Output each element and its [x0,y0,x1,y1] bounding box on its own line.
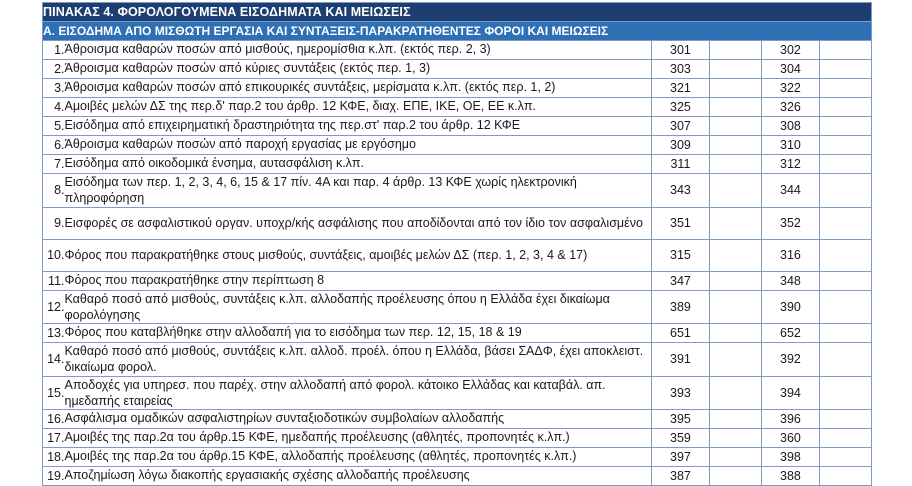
row-number: 6. [43,136,65,155]
row-code-primary[interactable]: 351 [651,207,709,239]
table-row [43,98,872,117]
row-code-secondary[interactable]: 390 [761,290,819,324]
row-value-primary[interactable] [709,60,761,79]
row-description: Φόρος που παρακρατήθηκε στην περίπτωση 8 [65,271,652,290]
row-number: 19. [43,467,65,486]
table-row [43,410,872,429]
row-code-primary[interactable]: 391 [651,343,709,377]
row-number: 7. [43,155,65,174]
tax-table [42,2,872,486]
row-number: 8. [43,174,65,208]
row-code-secondary[interactable]: 394 [761,376,819,410]
row-value-secondary[interactable] [819,376,871,410]
table-title-row [43,3,872,22]
row-description: Άθροισμα καθαρών ποσών από επικουρικές συντάξεις, μερίσματα κ.λπ. (εκτός περ. 1, 2) [65,79,652,98]
table-row [43,239,872,271]
row-code-secondary[interactable]: 304 [761,60,819,79]
row-value-primary[interactable] [709,98,761,117]
row-value-primary[interactable] [709,271,761,290]
row-value-secondary[interactable] [819,448,871,467]
row-value-primary[interactable] [709,467,761,486]
row-value-primary[interactable] [709,343,761,377]
row-value-primary[interactable] [709,290,761,324]
table-row [43,117,872,136]
row-code-primary[interactable]: 311 [651,155,709,174]
row-number: 2. [43,60,65,79]
row-value-secondary[interactable] [819,343,871,377]
row-value-primary[interactable] [709,376,761,410]
row-description: Αμοιβές της παρ.2α του άρθρ.15 ΚΦΕ, αλλοδαπής προέλευσης (αθλητές, προπονητές κ.λπ.) [65,448,652,467]
row-description: Ασφάλισμα ομαδικών ασφαλιστηρίων συνταξιοδοτικών συμβολαίων αλλοδαπής [65,410,652,429]
row-number: 14. [43,343,65,377]
row-code-primary[interactable]: 309 [651,136,709,155]
row-code-secondary[interactable]: 316 [761,239,819,271]
table-section-row [43,22,872,41]
row-code-secondary[interactable]: 388 [761,467,819,486]
table-row [43,290,872,324]
row-value-secondary[interactable] [819,98,871,117]
row-description: Φόρος που καταβλήθηκε στην αλλοδαπή για το εισόδημα των περ. 12, 15, 18 & 19 [65,324,652,343]
row-value-primary[interactable] [709,136,761,155]
table-row [43,324,872,343]
row-value-secondary[interactable] [819,467,871,486]
table-row [43,155,872,174]
row-code-primary[interactable]: 301 [651,41,709,60]
table-row [43,207,872,239]
table-row [43,448,872,467]
table-row [43,41,872,60]
row-number: 11. [43,271,65,290]
table-title: ΠΙΝΑΚΑΣ 4. ΦΟΡΟΛΟΓΟΥΜΕΝΑ ΕΙΣΟΔΗΜΑΤΑ ΚΑΙ ΜΕΙΩΣΕΙΣ [43,3,872,22]
row-code-primary[interactable]: 343 [651,174,709,208]
row-value-primary[interactable] [709,155,761,174]
row-code-secondary[interactable]: 360 [761,429,819,448]
row-value-secondary[interactable] [819,117,871,136]
row-code-primary[interactable]: 387 [651,467,709,486]
row-code-secondary[interactable]: 352 [761,207,819,239]
table-row [43,174,872,208]
row-value-secondary[interactable] [819,136,871,155]
row-description: Άθροισμα καθαρών ποσών από μισθούς, ημερομίσθια κ.λπ. (εκτός περ. 2, 3) [65,41,652,60]
row-description: Άθροισμα καθαρών ποσών από κύριες συντάξεις (εκτός περ. 1, 3) [65,60,652,79]
table-row [43,429,872,448]
row-code-primary[interactable]: 307 [651,117,709,136]
row-description: Αμοιβές της παρ.2α του άρθρ.15 ΚΦΕ, ημεδαπής προέλευσης (αθλητές, προπονητές κ.λπ.) [65,429,652,448]
table-row [43,60,872,79]
row-code-secondary[interactable]: 398 [761,448,819,467]
row-value-primary[interactable] [709,429,761,448]
row-value-secondary[interactable] [819,41,871,60]
row-description: Καθαρό ποσό από μισθούς, συντάξεις κ.λπ. αλλοδ. προέλ. όπου η Ελλάδα, βάσει ΣΑΔΦ, έχει αποκλειστ. δικαίωμα φορολ. [65,343,652,377]
row-number: 10. [43,239,65,271]
tax-table-container [42,2,902,486]
row-number: 18. [43,448,65,467]
row-description: Άθροισμα καθαρών ποσών από παροχή εργασίας με εργόσημο [65,136,652,155]
row-value-secondary[interactable] [819,429,871,448]
row-value-secondary[interactable] [819,207,871,239]
row-number: 13. [43,324,65,343]
row-number: 4. [43,98,65,117]
row-number: 17. [43,429,65,448]
row-code-secondary[interactable]: 344 [761,174,819,208]
row-number: 12. [43,290,65,324]
row-code-primary[interactable]: 325 [651,98,709,117]
row-value-secondary[interactable] [819,271,871,290]
row-description: Εισφορές σε ασφαλιστικού οργαν. υποχρ/κής ασφάλισης που αποδίδονται από τον ίδιο τον ασφαλισμένο [65,207,652,239]
row-code-secondary[interactable]: 396 [761,410,819,429]
table-section-title: Α. ΕΙΣΟΔΗΜΑ ΑΠΟ ΜΙΣΘΩΤΗ ΕΡΓΑΣΙΑ ΚΑΙ ΣΥΝΤΑΞΕΙΣ-ΠΑΡΑΚΡΑΤΗΘΕΝΤΕΣ ΦΟΡΟΙ ΚΑΙ ΜΕΙΩΣΕΙΣ [43,22,872,41]
row-value-secondary[interactable] [819,324,871,343]
row-value-primary[interactable] [709,239,761,271]
row-code-primary[interactable]: 651 [651,324,709,343]
row-description: Καθαρό ποσό από μισθούς, συντάξεις κ.λπ. αλλοδαπής προέλευσης όπου η Ελλάδα έχει δικαίωμα φορολόγησης [65,290,652,324]
table-row [43,136,872,155]
row-number: 5. [43,117,65,136]
row-code-secondary[interactable]: 326 [761,98,819,117]
row-code-secondary[interactable]: 348 [761,271,819,290]
row-value-secondary[interactable] [819,155,871,174]
row-description: Εισόδημα από επιχειρηματική δραστηριότητα της περ.στ' παρ.2 του άρθρ. 12 ΚΦΕ [65,117,652,136]
row-value-secondary[interactable] [819,239,871,271]
row-code-primary[interactable]: 359 [651,429,709,448]
row-number: 16. [43,410,65,429]
row-code-primary[interactable]: 321 [651,79,709,98]
row-code-secondary[interactable]: 310 [761,136,819,155]
row-code-secondary[interactable]: 308 [761,117,819,136]
row-code-secondary[interactable]: 312 [761,155,819,174]
page-left-margin [0,0,42,462]
row-code-secondary[interactable]: 322 [761,79,819,98]
row-code-primary[interactable]: 303 [651,60,709,79]
row-code-secondary[interactable]: 392 [761,343,819,377]
row-value-primary[interactable] [709,448,761,467]
row-code-primary[interactable]: 395 [651,410,709,429]
row-value-primary[interactable] [709,117,761,136]
row-description: Αποζημίωση λόγω διακοπής εργασιακής σχέσης αλλοδαπής προέλευσης [65,467,652,486]
table-row [43,376,872,410]
row-description: Εισόδημα των περ. 1, 2, 3, 4, 6, 15 & 17 πίν. 4Α και παρ. 4 άρθρ. 13 ΚΦΕ χωρίς ηλεκτρονική πληροφόρηση [65,174,652,208]
row-value-secondary[interactable] [819,290,871,324]
row-value-secondary[interactable] [819,60,871,79]
row-code-primary[interactable]: 347 [651,271,709,290]
row-code-secondary[interactable]: 652 [761,324,819,343]
row-value-primary[interactable] [709,41,761,60]
row-description: Αποδοχές για υπηρεσ. που παρέχ. στην αλλοδαπή από φορολ. κάτοικο Ελλάδας και καταβάλ. απ. ημεδαπής εταιρείας [65,376,652,410]
table-row [43,467,872,486]
row-value-secondary[interactable] [819,174,871,208]
row-value-primary[interactable] [709,207,761,239]
row-code-primary[interactable]: 393 [651,376,709,410]
row-number: 3. [43,79,65,98]
row-description: Φόρος που παρακρατήθηκε στους μισθούς, συντάξεις, αμοιβές μελών ΔΣ (περ. 1, 2, 3, 4 & 17) [65,239,652,271]
row-value-primary[interactable] [709,410,761,429]
table-row [43,343,872,377]
row-value-primary[interactable] [709,174,761,208]
row-code-primary[interactable]: 397 [651,448,709,467]
row-code-primary[interactable]: 315 [651,239,709,271]
row-value-secondary[interactable] [819,79,871,98]
row-value-primary[interactable] [709,324,761,343]
row-number: 1. [43,41,65,60]
row-code-secondary[interactable]: 302 [761,41,819,60]
row-code-primary[interactable]: 389 [651,290,709,324]
table-row [43,79,872,98]
row-number: 9. [43,207,65,239]
tax-table-body [43,3,872,486]
table-row [43,271,872,290]
row-value-secondary[interactable] [819,410,871,429]
row-description: Εισόδημα από οικοδομικά ένσημα, αυτασφάλιση κ.λπ. [65,155,652,174]
row-value-primary[interactable] [709,79,761,98]
row-description: Αμοιβές μελών ΔΣ της περ.δ' παρ.2 του άρθρ. 12 ΚΦΕ, διαχ. ΕΠΕ, ΙΚΕ, ΟΕ, ΕΕ κ.λπ. [65,98,652,117]
row-number: 15. [43,376,65,410]
